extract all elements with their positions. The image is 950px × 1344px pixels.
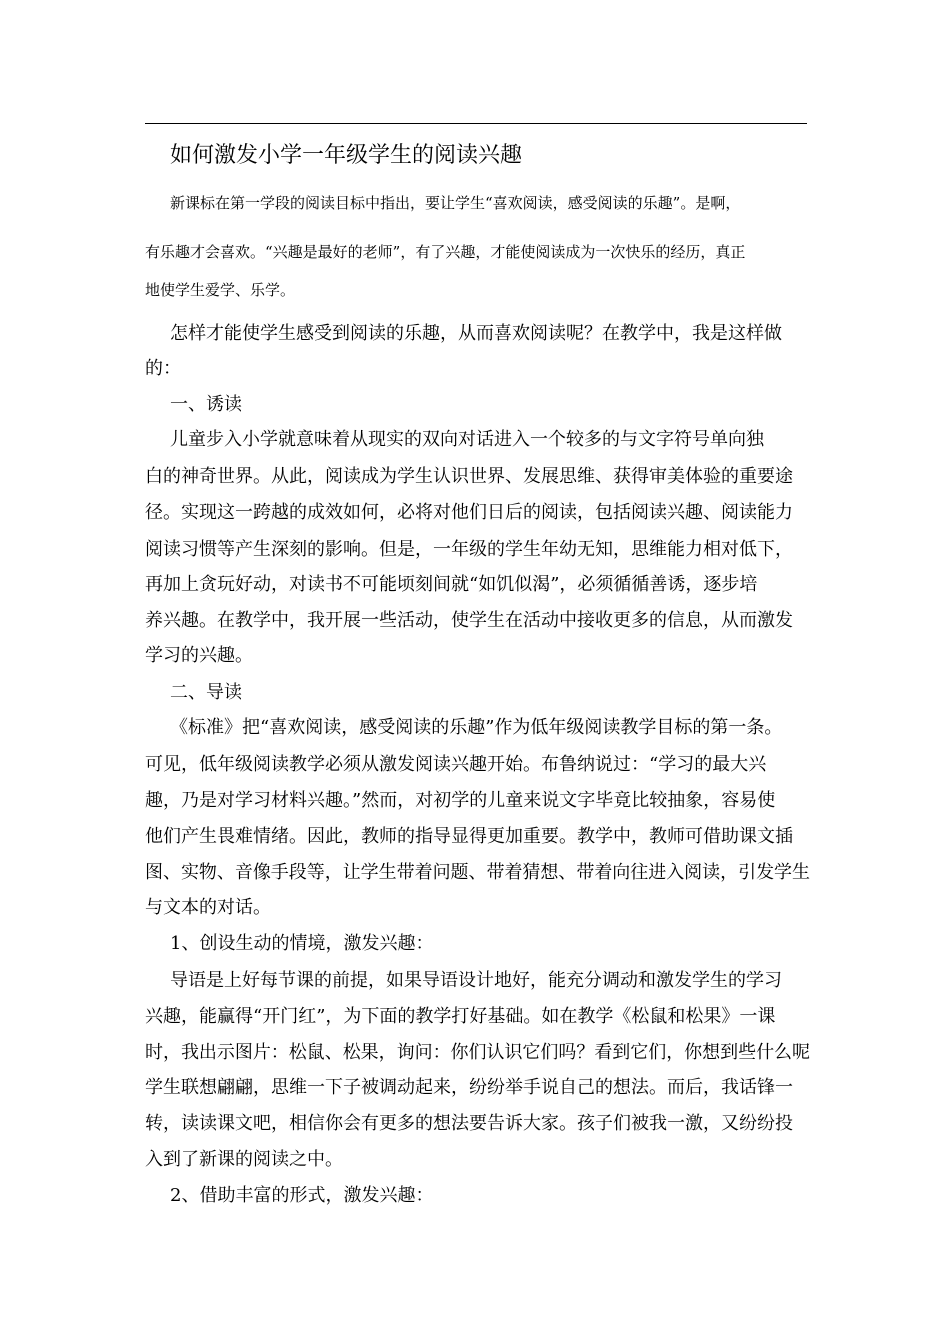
section2-line: 他们产生畏难情绪。因此，教师的指导显得更加重要。教学中，教师可借助课文插 [145, 826, 793, 847]
subsection1-line: 入到了新课的阅读之中。 [145, 1149, 343, 1170]
subsection1-line: 学生联想翩翩，思维一下子被调动起来，纷纷举手说自己的想法。而后，我话锋一 [145, 1077, 793, 1098]
section1-line: 阅读习惯等产生深刻的影响。但是，一年级的学生年幼无知，思维能力相对低下， [145, 539, 793, 560]
section-heading-1: 一、诱读 [170, 394, 242, 415]
subsection1-line: 转，读读课文吧，相信你会有更多的想法要告诉大家。孩子们被我一激，又纷纷投 [145, 1113, 793, 1134]
header-rule [145, 123, 807, 124]
subsection-heading-2: 2、借助丰富的形式，激发兴趣： [170, 1185, 434, 1206]
section-heading-2: 二、导读 [170, 682, 242, 703]
subsection-heading-1: 1、创设生动的情境，激发兴趣： [170, 933, 434, 954]
section2-line: 图、实物、音像手段等，让学生带着问题、带着猜想、带着向往进入阅读，引发学生 [145, 862, 810, 883]
section1-line: 再加上贪玩好动，对读书不可能顷刻间就“如饥似渴”，必须循循善诱，逐步培 [145, 574, 758, 595]
section1-line: 径。实现这一跨越的成效如何，必将对他们日后的阅读，包括阅读兴趣、阅读能力 [145, 502, 793, 523]
subsection1-line: 兴趣，能赢得“开门红”，为下面的教学打好基础。如在教学《松鼠和松果》一课 [145, 1006, 776, 1027]
subsection1-line: 时，我出示图片：松鼠、松果，询问：你们认识它们吗？看到它们，你想到些什么呢 [145, 1042, 810, 1063]
section1-line: 养兴趣。在教学中，我开展一些活动，使学生在活动中接收更多的信息，从而激发 [145, 610, 793, 631]
subsection1-line: 导语是上好每节课的前提，如果导语设计地好，能充分调动和激发学生的学习 [170, 970, 782, 991]
section1-line: 儿童步入小学就意味着从现实的双向对话进入一个较多的与文字符号单向独 [170, 429, 764, 450]
section1-line: 白的神奇世界。从此，阅读成为学生认识世界、发展思维、获得审美体验的重要途 [145, 466, 793, 487]
section2-line: 与文本的对话。 [145, 897, 271, 918]
section2-line: 可见，低年级阅读教学必须从激发阅读兴趣开始。布鲁纳说过：“学习的最大兴 [145, 754, 767, 775]
section1-line: 学习的兴趣。 [145, 645, 253, 666]
intro-line: 地使学生爱学、乐学。 [145, 281, 296, 299]
document-title: 如何激发小学一年级学生的阅读兴趣 [170, 143, 523, 168]
intro-line: 新课标在第一学段的阅读目标中指出，要让学生“喜欢阅读，感受阅读的乐趣”。是啊， [170, 194, 741, 212]
intro-line: 有乐趣才会喜欢。“兴趣是最好的老师”，有了兴趣，才能使阅读成为一次快乐的经历，真正 [145, 243, 746, 261]
section2-line: 《标准》把“喜欢阅读，感受阅读的乐趣”作为低年级阅读教学目标的第一条。 [170, 717, 783, 738]
question-line: 怎样才能使学生感受到阅读的乐趣，从而喜欢阅读呢？在教学中，我是这样做 [170, 323, 782, 344]
section2-line: 趣，乃是对学习材料兴趣。”然而，对初学的儿童来说文字毕竟比较抽象，容易使 [145, 790, 776, 811]
question-line: 的： [145, 358, 181, 379]
